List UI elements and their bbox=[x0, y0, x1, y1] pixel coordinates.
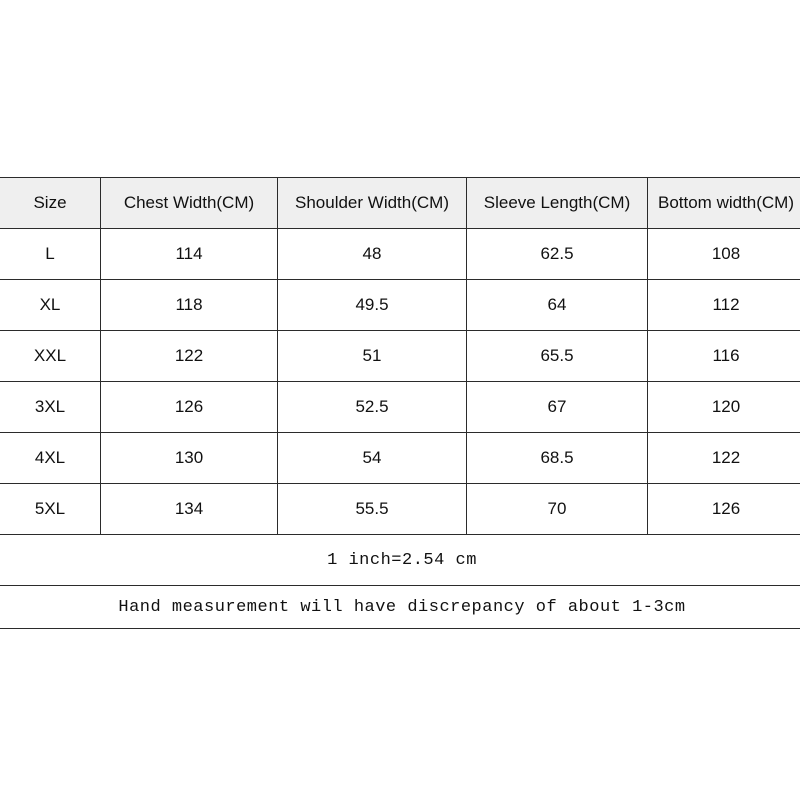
cell-chest-width: 130 bbox=[101, 433, 278, 484]
cell-shoulder-width: 51 bbox=[278, 331, 467, 382]
table-row bbox=[0, 280, 800, 331]
cell-size: 5XL bbox=[0, 484, 101, 535]
table-row bbox=[0, 382, 800, 433]
cell-shoulder-width: 52.5 bbox=[278, 382, 467, 433]
cell-sleeve-length: 64 bbox=[467, 280, 648, 331]
column-header-chest-width: Chest Width(CM) bbox=[101, 178, 278, 229]
table-row bbox=[0, 229, 800, 280]
column-header-shoulder-width: Shoulder Width(CM) bbox=[278, 178, 467, 229]
cell-shoulder-width: 55.5 bbox=[278, 484, 467, 535]
cell-size: XL bbox=[0, 280, 101, 331]
disclaimer-note-row bbox=[0, 586, 800, 629]
cell-chest-width: 122 bbox=[101, 331, 278, 382]
column-header-bottom-width: Bottom width(CM) bbox=[648, 178, 800, 229]
cell-chest-width: 118 bbox=[101, 280, 278, 331]
cell-sleeve-length: 65.5 bbox=[467, 331, 648, 382]
cell-sleeve-length: 67 bbox=[467, 382, 648, 433]
cell-size: 4XL bbox=[0, 433, 101, 484]
table-body bbox=[0, 229, 800, 629]
cell-chest-width: 126 bbox=[101, 382, 278, 433]
size-chart-table-container bbox=[0, 177, 800, 629]
cell-chest-width: 114 bbox=[101, 229, 278, 280]
disclaimer-note: Hand measurement will have discrepancy of about 1-3cm bbox=[0, 586, 800, 629]
column-header-size: Size bbox=[0, 178, 101, 229]
cell-sleeve-length: 68.5 bbox=[467, 433, 648, 484]
cell-bottom-width: 126 bbox=[648, 484, 800, 535]
cell-size: XXL bbox=[0, 331, 101, 382]
cell-size: L bbox=[0, 229, 101, 280]
conversion-note: 1 inch=2.54 cm bbox=[0, 535, 800, 586]
cell-shoulder-width: 49.5 bbox=[278, 280, 467, 331]
cell-shoulder-width: 48 bbox=[278, 229, 467, 280]
cell-bottom-width: 120 bbox=[648, 382, 800, 433]
cell-shoulder-width: 54 bbox=[278, 433, 467, 484]
table-header-row bbox=[0, 178, 800, 229]
cell-bottom-width: 112 bbox=[648, 280, 800, 331]
table-row bbox=[0, 331, 800, 382]
size-chart-table bbox=[0, 177, 800, 629]
cell-bottom-width: 108 bbox=[648, 229, 800, 280]
cell-sleeve-length: 62.5 bbox=[467, 229, 648, 280]
column-header-sleeve-length: Sleeve Length(CM) bbox=[467, 178, 648, 229]
cell-chest-width: 134 bbox=[101, 484, 278, 535]
cell-size: 3XL bbox=[0, 382, 101, 433]
cell-bottom-width: 116 bbox=[648, 331, 800, 382]
table-row bbox=[0, 433, 800, 484]
table-header bbox=[0, 178, 800, 229]
table-row bbox=[0, 484, 800, 535]
cell-sleeve-length: 70 bbox=[467, 484, 648, 535]
cell-bottom-width: 122 bbox=[648, 433, 800, 484]
conversion-note-row bbox=[0, 535, 800, 586]
